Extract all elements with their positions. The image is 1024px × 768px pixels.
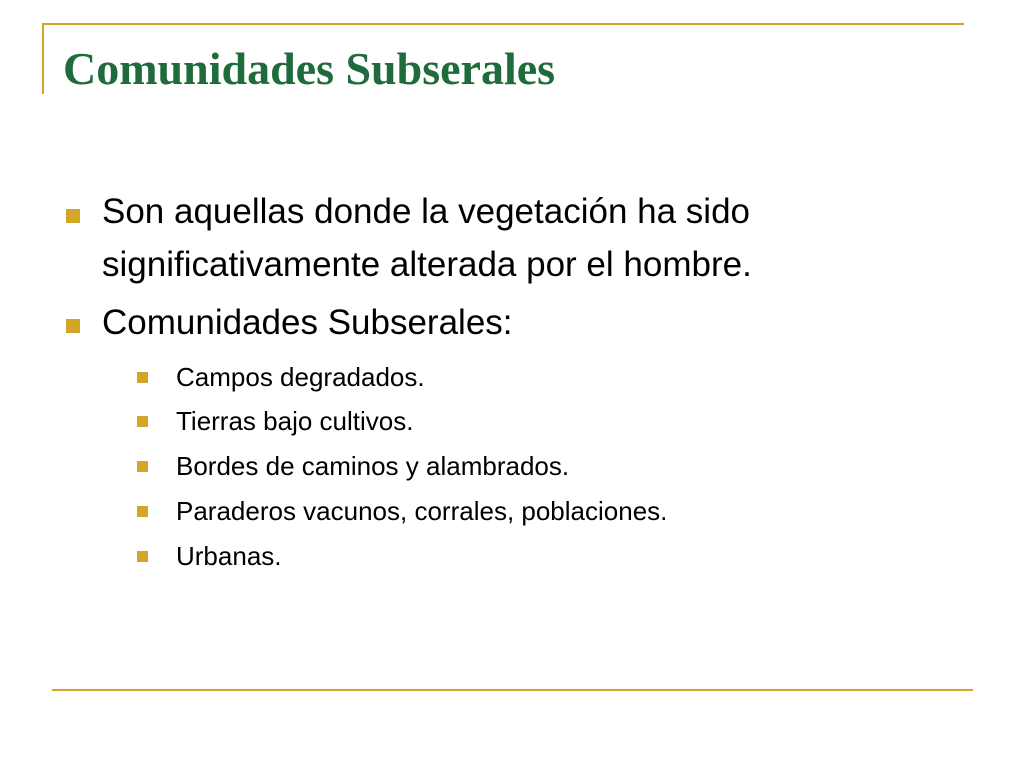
- title-frame-left-rule: [42, 23, 44, 94]
- sub-bullet-square-icon: [137, 506, 148, 517]
- bullet-square-icon: [66, 209, 80, 223]
- slide-title: Comunidades Subserales: [63, 43, 556, 94]
- bullet-2-text: Comunidades Subserales:: [102, 303, 513, 342]
- sub-bullet-square-icon: [137, 372, 148, 383]
- sub-bullet-3: Bordes de caminos y alambrados.: [176, 451, 570, 481]
- footer-rule: [52, 689, 973, 691]
- sub-bullet-square-icon: [137, 461, 148, 472]
- title-frame-top-rule: [42, 23, 964, 25]
- sub-bullet-square-icon: [137, 551, 148, 562]
- sub-bullet-square-icon: [137, 416, 148, 427]
- sub-bullet-4: Paraderos vacunos, corrales, poblaciones.: [176, 496, 668, 526]
- sub-bullet-2: Tierras bajo cultivos.: [176, 406, 414, 436]
- bullet-1-line-1: Son aquellas donde la vegetación ha sido: [102, 192, 750, 231]
- bullet-square-icon: [66, 319, 80, 333]
- sub-bullet-1: Campos degradados.: [176, 362, 425, 392]
- sub-bullet-5: Urbanas.: [176, 541, 282, 571]
- bullet-1-line-2: significativamente alterada por el hombre.: [102, 245, 752, 284]
